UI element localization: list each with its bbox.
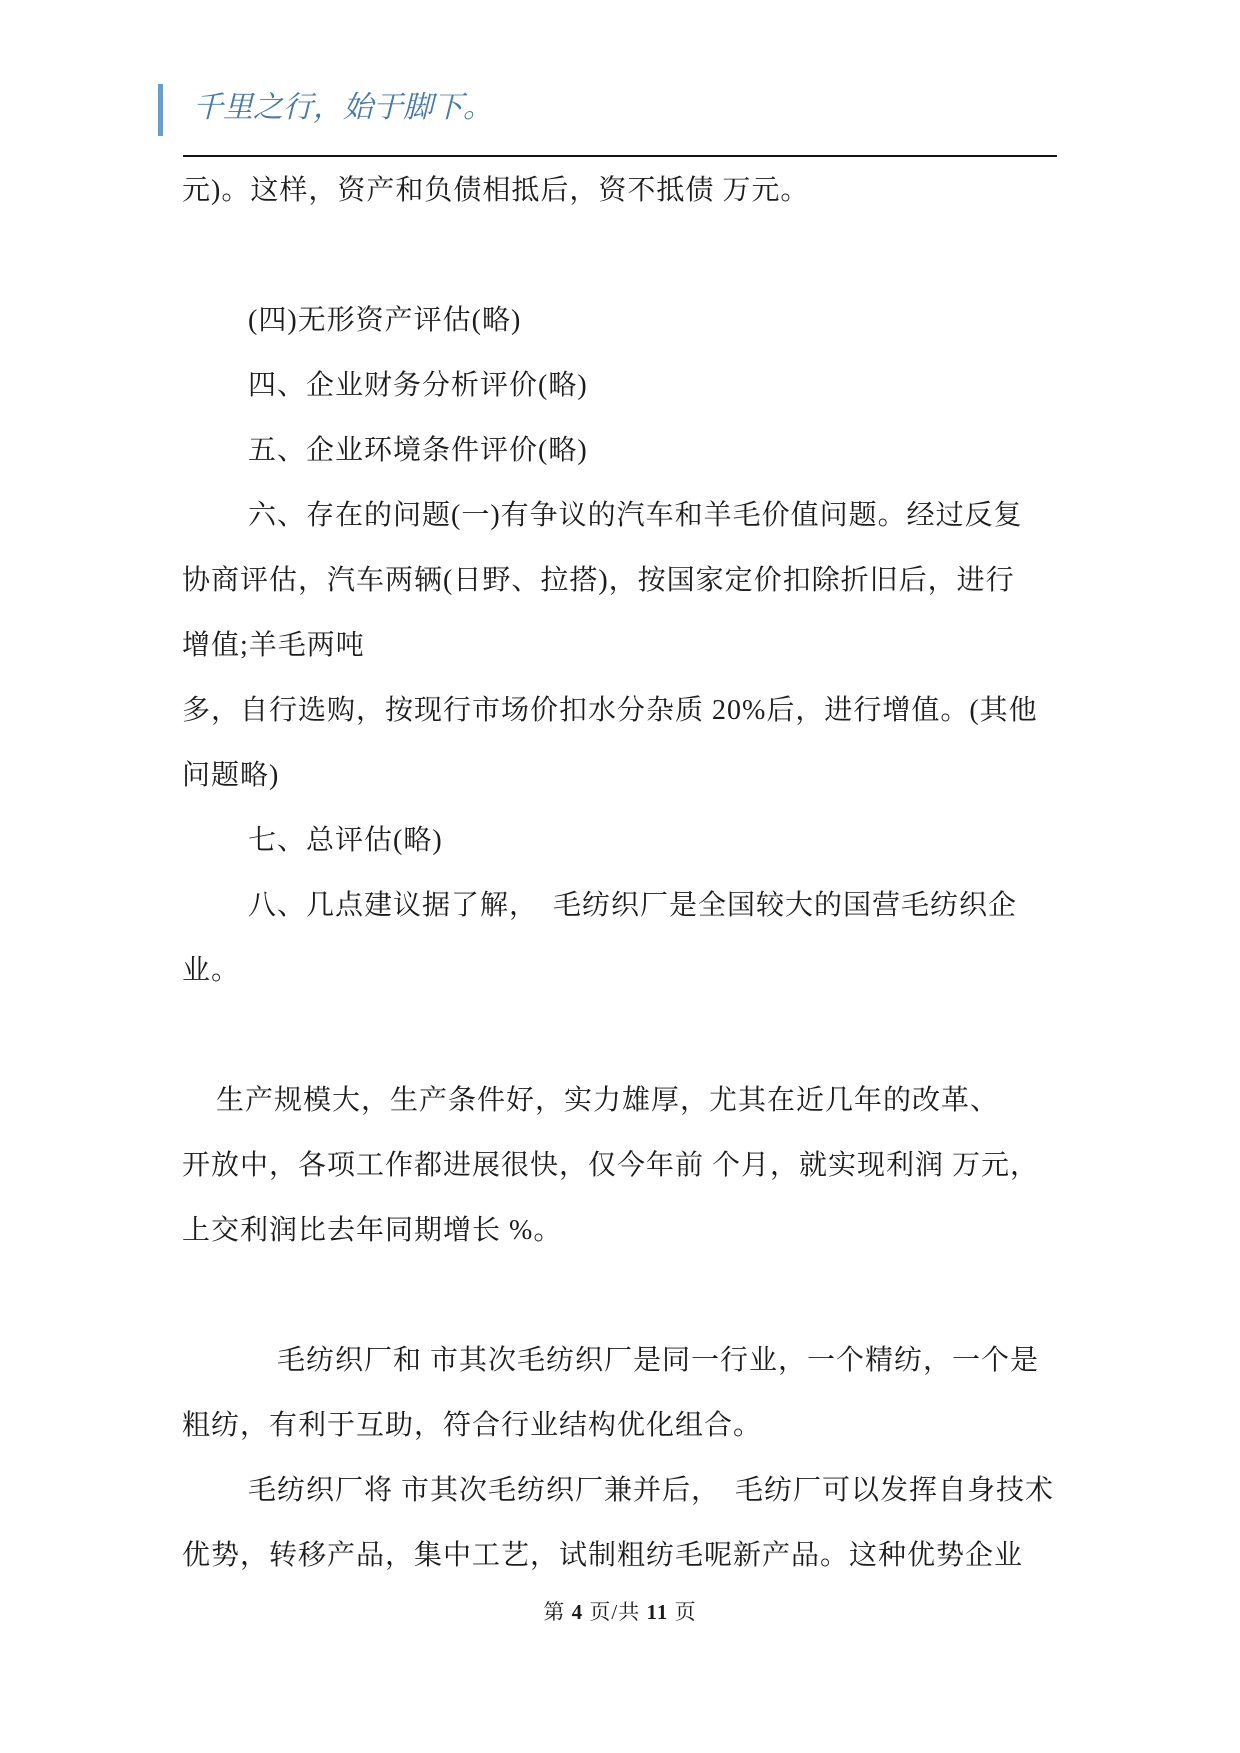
body-blank-line [182,1017,1062,1082]
body-blank-line [182,237,1062,302]
body-text-line: 七、总评估(略) [248,825,443,856]
body-text-line: 生产规模大，生产条件好，实力雄厚，尤其在近几年的改革、 [216,1085,1000,1116]
body-text-line: 元)。这样，资产和负债相抵后，资不抵债 万元。 [182,175,810,206]
footer-total-pages: 11 [646,1600,669,1624]
document-body [182,172,1062,1602]
page-footer [0,1596,1240,1626]
footer-current-page: 4 [571,1600,584,1624]
body-text-line: 业。 [182,955,241,986]
body-text-line: 开放中，各项工作都进展很快，仅今年前 个月，就实现利润 万元， [182,1150,1040,1181]
footer-label-prefix: 第 [543,1600,572,1624]
header-divider-line [183,155,1057,157]
body-text-line: 多，自行选购，按现行市场价扣水分杂质 20%后，进行增值。(其他 [182,695,1038,726]
body-text-line: 毛纺织厂和 市其次毛纺织厂是同一行业，一个精纺，一个是 [277,1345,1040,1376]
body-text-line: 问题略) [182,760,280,791]
page-header [158,82,493,136]
body-text-line: 八、几点建议据了解， 毛纺织厂是全国较大的国营毛纺织企 [248,890,1018,921]
body-text-line: 优势，转移产品，集中工艺，试制粗纺毛呢新产品。这种优势企业 [182,1540,1024,1571]
header-motto: 千里之行，始于脚下。 [193,91,493,124]
header-accent-bar [158,84,163,136]
body-text-line: 上交利润比去年同期增长 %。 [182,1215,563,1246]
body-text-line: (四)无形资产评估(略) [248,305,522,336]
footer-label-middle: 页/共 [583,1600,647,1624]
body-text-line: 协商评估，汽车两辆(日野、拉搭)，按国家定价扣除折旧后，进行 [182,565,1015,596]
footer-label-suffix: 页 [668,1600,697,1624]
body-text-line: 五、企业环境条件评价(略) [248,435,588,466]
body-text-line: 粗纺，有利于互助，符合行业结构优化组合。 [182,1410,763,1441]
body-text-line: 六、存在的问题(一)有争议的汽车和羊毛价值问题。经过反复 [248,500,1023,531]
body-text-line: 增值;羊毛两吨 [182,630,365,661]
body-text-line: 四、企业财务分析评价(略) [248,370,588,401]
body-text-line: 毛纺织厂将 市其次毛纺织厂兼并后， 毛纺厂可以发挥自身技术 [248,1475,1055,1506]
body-blank-line [182,1277,1062,1342]
